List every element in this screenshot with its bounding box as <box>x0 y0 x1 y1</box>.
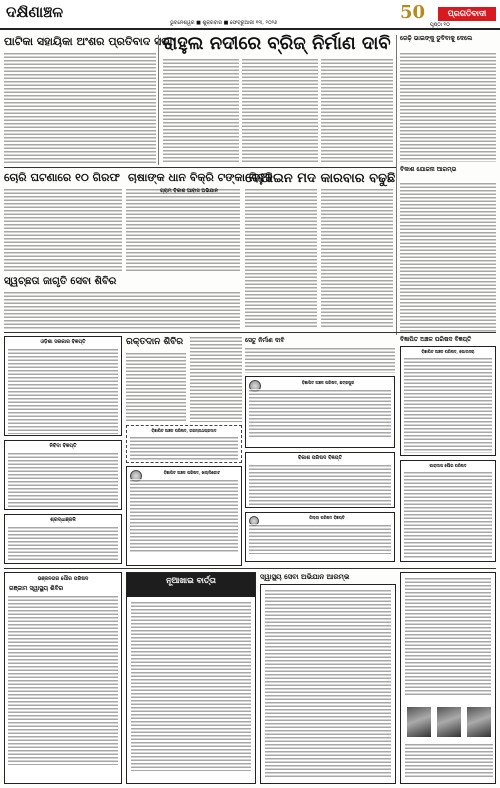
ad-box-4 <box>4 514 122 564</box>
ad-box-5 <box>245 376 395 448</box>
ad-3-text <box>130 436 238 460</box>
ad-9-text <box>8 595 118 765</box>
notice-box <box>260 584 396 784</box>
ad-box-8 <box>245 452 395 508</box>
ad-box-3 <box>126 425 242 463</box>
headline-9: ରେଢ଼ି ଭାଇଙ୍କୁ ଡୁବିବାକୁ ଦେଲେ <box>400 35 473 42</box>
tribute-footer-text <box>405 743 493 779</box>
ad-6-text <box>404 357 492 453</box>
article-9-text <box>400 52 496 162</box>
article-1-text <box>4 52 156 164</box>
ad-box-12 <box>400 460 496 562</box>
ad-4-title: ଶ୍ରଦ୍ଧାଞ୍ଜଳି <box>50 517 76 523</box>
headline-11: ସେତୁ ନିର୍ମାଣ ଦାବି <box>245 337 285 344</box>
column-divider <box>158 35 159 165</box>
ad-box-1 <box>4 336 122 436</box>
row-rule <box>4 568 496 569</box>
anniversary-logo: 50 <box>400 2 426 23</box>
ad-5-text <box>249 389 391 437</box>
ad-1-title: ଓଡ଼ିଶା ସରକାର ବିଜ୍ଞପ୍ତି <box>40 339 86 345</box>
article-7-col2 <box>190 336 242 422</box>
headline-4: ଚାଷାଙ୍କ ଧାନ ବିକ୍ରି ଟଙ୍କା ମିଳୁନି <box>128 171 273 184</box>
headline-3: ଚୋରି ଘଟଣାରେ ୧୦ ଗିରଫ <box>4 171 120 184</box>
notice-text <box>265 589 391 779</box>
article-5-col1 <box>245 188 317 328</box>
row-rule <box>4 332 496 333</box>
ad-7-text <box>130 479 238 553</box>
headline-12: ବିଜ୍ଞାପିତ ଅଞ୍ଚଳ ପରିଷଦ ବିଜ୍ଞପ୍ତି <box>400 336 472 343</box>
article-2-col3 <box>321 58 393 164</box>
ad-box-2 <box>4 440 122 510</box>
section-title: ଦକ୍ଷିଣାଞ୍ଚଳ <box>6 3 64 21</box>
article-11-text <box>245 347 395 373</box>
ad-box-11 <box>245 512 395 562</box>
ad-3-title: ବିଜ୍ଞାପିତ ଅଞ୍ଚଳ ପରିଷଦ, ଜଗନ୍ନାଥପ୍ରସାଦ <box>151 428 217 433</box>
article-2-col1 <box>163 58 239 164</box>
ad-2-text <box>8 452 118 508</box>
ad-10-text <box>131 601 251 771</box>
article-6-text <box>4 291 240 329</box>
ad-4-text <box>8 526 118 560</box>
headline-10: ବିକାଶ ଯୋଜନା ଆରମ୍ଭ <box>400 166 457 173</box>
article-3-text <box>4 188 122 272</box>
portrait-photo <box>407 707 431 737</box>
article-5-col2 <box>321 188 393 328</box>
ad-box-7 <box>126 466 242 566</box>
ad-10-title: ନୂଆଖାଇ ବାର୍ତ୍ତା <box>127 573 255 597</box>
row-rule <box>4 167 396 168</box>
page-number: ପୃଷ୍ଠା ୧୦ <box>430 22 450 28</box>
brand-logo: ପ୍ରଗତିବାଦୀ <box>438 7 496 21</box>
ad-box-9 <box>4 572 122 784</box>
portrait-photo <box>467 707 491 737</box>
ad-6-title: ବିଜ୍ଞାପିତ ଅଞ୍ଚଳ ପରିଷଦ, ପୋଲସରା <box>421 349 475 354</box>
headline-2: ରାହୁଲ ନଦୀରେ ବ୍ରିଜ୍ ନିର୍ମାଣ ଦାବି <box>163 33 391 54</box>
dateline: ଭୁବନେଶ୍ୱର ■ ଶୁକ୍ରବାର ■ ଫେବ୍ରୁଆରୀ ୧୩, ୨୦୨୬ <box>170 20 278 26</box>
ad-5-title: ବିଜ୍ଞାପିତ ଅଞ୍ଚଳ ପରିଷଦ, ଛତ୍ରପୁର <box>301 380 355 385</box>
column-divider <box>396 35 397 335</box>
headline-5: ବେଆଇନ ମଦ କାରବାର ବଢୁଛି <box>245 171 396 186</box>
headline-1: ପାଟିକା ସହାୟିକା ଅଂଶର ପ୍ରତିବାଦ ସଭା <box>4 35 173 48</box>
ad-11-text <box>249 524 391 554</box>
article-4-text <box>126 188 240 272</box>
headline-6: ସ୍ୱଚ୍ଛତା ଜାଗୃତି ସେବା ଶିବିର <box>4 276 117 287</box>
article-7-text <box>126 352 186 422</box>
portrait-photo <box>437 707 461 737</box>
ad-8-title: ବିକାଶ ପରିଷଦ ବିଜ୍ଞପ୍ତି <box>297 455 343 461</box>
ad-1-text <box>8 348 118 434</box>
headline-7: ରକ୍ତଦାନ ଶିବିର <box>126 337 184 347</box>
ad-9-title: ଭଞ୍ଜନଗର ପୌର ପରିଷଦ <box>37 576 89 582</box>
article-10-text <box>400 182 496 332</box>
ad-12-text <box>404 471 492 559</box>
ad-2-title: ନିବିଦା ବିଜ୍ଞପ୍ତି <box>49 443 77 449</box>
ad-box-6 <box>400 346 496 456</box>
ad-8-text <box>249 464 391 506</box>
article-2-col2 <box>242 58 318 164</box>
ad-box-10 <box>126 572 256 784</box>
ad-7-title: ବିଜ୍ଞାପିତ ଅଞ୍ଚଳ ପରିଷଦ, ଖଲ୍ଲିକୋଟ <box>163 470 221 475</box>
ad-12-title: ପାରାଦୀପ ପୌର ପରିଷଦ <box>429 463 467 468</box>
ad-11-title: ଜିଲ୍ଲା ପରିଷଦ ବିଜ୍ଞପ୍ତି <box>309 515 345 520</box>
headline-13: ଗଞ୍ଜାମ ସ୍ୱାସ୍ଥ୍ୟ ଶିବିର <box>9 585 64 592</box>
tribute-box <box>400 572 496 784</box>
tribute-text <box>405 577 491 697</box>
headline-8: ଗ୍ରାମ ବିକାଶ ଆବାସ ଅଭିଯାନ <box>160 188 218 194</box>
headline-14: ସ୍ୱାସ୍ଥ୍ୟ ସେବା ଅଭିଯାନ ଆରମ୍ଭ <box>260 572 350 581</box>
